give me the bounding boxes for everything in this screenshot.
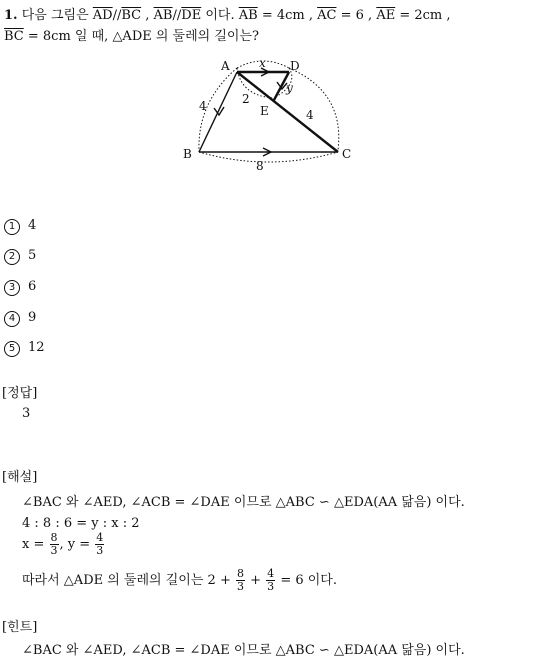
label-e: E — [260, 104, 269, 118]
question-text: 이다. — [205, 8, 235, 23]
plus-sign: + — [250, 573, 262, 588]
choice-value: 12 — [28, 340, 45, 355]
label-c: C — [342, 147, 352, 161]
label-a: A — [221, 59, 230, 73]
choice-value: 6 — [28, 279, 37, 294]
segment-de: $\overline{DE}$ — [181, 8, 202, 23]
label-ae-length: 2 — [242, 92, 250, 106]
label-x: x — [259, 56, 266, 70]
segment-ab: $\overline{AB}$ — [153, 8, 173, 23]
segment-ab-2: $\overline{AB}$ — [238, 8, 258, 23]
question-line-2 — [4, 25, 259, 44]
length-ae: = 2cm , — [399, 8, 451, 23]
answer-heading: [정답] — [2, 386, 38, 401]
choice-mark: 4 — [4, 311, 20, 327]
label-ec-length: 4 — [306, 108, 314, 122]
segment-ad: $\overline{AD}$ — [92, 8, 113, 23]
choice-value: 4 — [28, 218, 37, 233]
choice-mark: 5 — [4, 341, 20, 357]
solution-line-1: ∠BAC 와 ∠AED, ∠ACB = ∠DAE 이므로 △ABC ∽ △EDA(AA 닮음) 이다. — [22, 495, 465, 510]
choice-mark: 2 — [4, 249, 20, 265]
question-number: 1. — [4, 8, 18, 23]
solution-text-end: = 6 이다. — [280, 573, 337, 588]
answer-value: 3 — [22, 406, 31, 421]
choice-4[interactable] — [4, 310, 36, 327]
label-y: y — [286, 81, 293, 95]
solution-text: 따라서 △ADE 의 둘레의 길이는 2 + — [22, 573, 231, 588]
fraction-8-3: $\frac{8}{3}$ — [236, 567, 244, 593]
choice-mark: 3 — [4, 280, 20, 296]
question-line-1 — [4, 4, 451, 23]
hint-line-1: ∠BAC 와 ∠AED, ∠ACB = ∠DAE 이므로 △ABC ∽ △EDA(AA 닮음) 이다. — [22, 643, 465, 658]
question-text-2: = 8cm 일 때, △ADE 의 둘레의 길이는? — [27, 29, 260, 44]
segment-ae: $\overline{AE}$ — [376, 8, 396, 23]
triangle-figure — [175, 52, 365, 177]
solution-line-2: 4 : 8 : 6 = y : x : 2 — [22, 516, 140, 531]
label-d: D — [290, 59, 300, 73]
segment-bc: $\overline{BC}$ — [121, 8, 142, 23]
length-ac: = 6 , — [340, 8, 373, 23]
choice-mark: 1 — [4, 219, 20, 235]
solution-line-3 — [22, 532, 105, 557]
fraction-y: $\frac{4}{3}$ — [96, 531, 104, 557]
label-ab-length: 4 — [199, 99, 207, 113]
arc-ec — [289, 68, 339, 150]
fraction-x: $\frac{8}{3}$ — [50, 531, 58, 557]
x-label: x = — [22, 537, 45, 552]
label-bc-length: 8 — [256, 159, 264, 173]
parallel-sign: // — [172, 8, 182, 23]
label-b: B — [183, 147, 192, 161]
hint-heading: [힌트] — [2, 620, 38, 635]
question-text: 다음 그림은 — [21, 8, 89, 23]
comma: , — [145, 8, 150, 23]
fraction-4-3: $\frac{4}{3}$ — [267, 567, 275, 593]
length-ab: = 4cm , — [261, 8, 313, 23]
choice-value: 9 — [28, 310, 37, 325]
segment-ac: $\overline{AC}$ — [317, 8, 337, 23]
parallel-sign: // — [112, 8, 122, 23]
solution-line-4 — [22, 568, 337, 593]
choice-5[interactable] — [4, 340, 45, 357]
y-label: , y = — [59, 537, 91, 552]
solution-heading: [해설] — [2, 470, 38, 485]
segment-bc-2: $\overline{BC}$ — [4, 29, 24, 44]
choice-2[interactable] — [4, 248, 36, 265]
choice-3[interactable] — [4, 279, 36, 296]
choice-1[interactable] — [4, 218, 36, 235]
choice-value: 5 — [28, 248, 37, 263]
